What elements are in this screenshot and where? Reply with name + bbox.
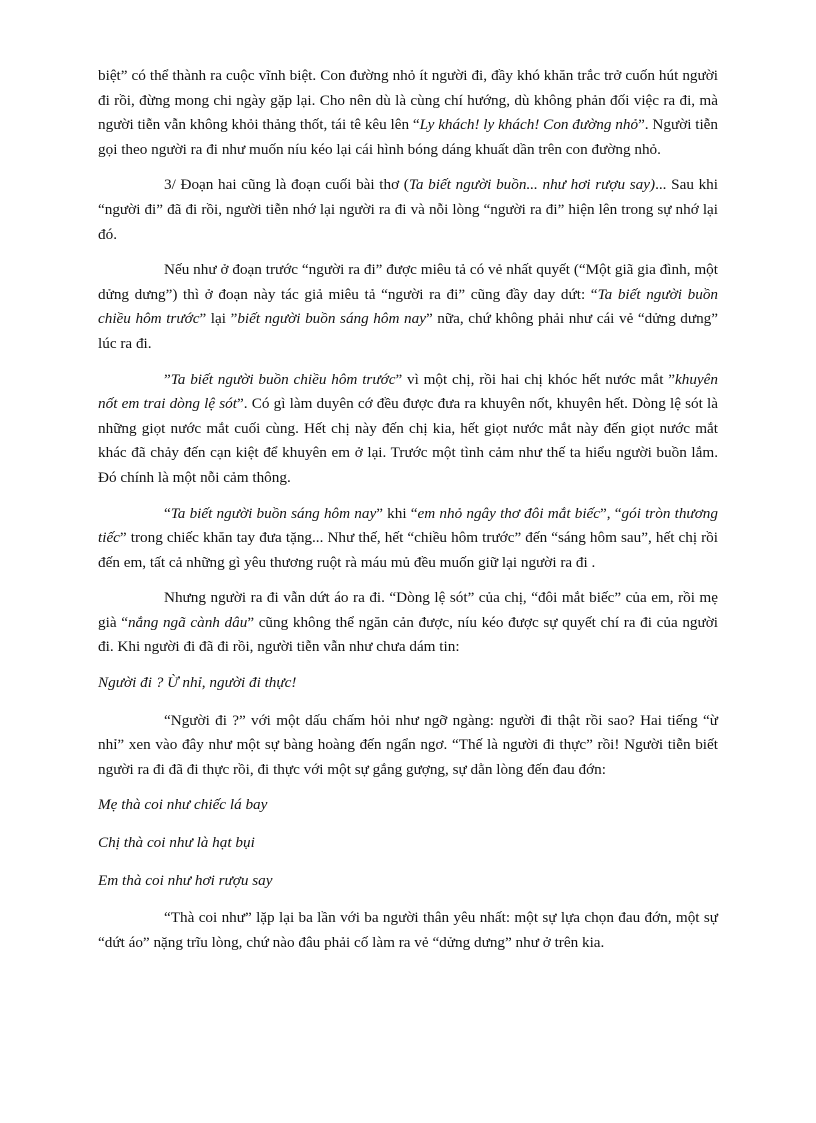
text-run: ” nữa, chứ không phải như cái vẻ “dửng dưng” lúc ra đi. bbox=[98, 310, 718, 352]
italic-run: biết người buồn sáng hôm nay bbox=[237, 310, 426, 328]
text-run: biệt” có thể thành ra cuộc vĩnh biệt. Con đường nhỏ ít người đi, đầy khó khăn trắc trở cuốn hút người đi rồi, đừng mong chi ngày gặp lại. Cho nên dù là cùng chí hướng, dù không phản đối việc ra đi, mà người tiễn vẫn không khỏi thảng thốt, tái tê kêu lên “ bbox=[98, 67, 718, 134]
verse-line bbox=[98, 671, 718, 696]
paragraph bbox=[98, 906, 718, 955]
document-page bbox=[98, 64, 718, 966]
italic-run: Ta biết người buồn chiều hôm trước bbox=[98, 285, 719, 328]
text-run: Chị thà coi như là hạt bụi bbox=[98, 834, 255, 852]
italic-run: Ta biết người buồn chiều hôm trước bbox=[170, 370, 396, 388]
italic-run: khuyên nốt em trai dòng lệ sót bbox=[98, 370, 718, 413]
text-run: ” trong chiếc khăn tay đưa tặng... Như thế, hết “chiều hôm trước” đến “sáng hôm sau”, hết chị rồi đến em, tất cả những gì yêu thương ruột rà máu mủ đều muốn giữ lại người ra đi . bbox=[98, 529, 718, 571]
text-run: Nhưng người ra đi vẫn dứt áo ra đi. “Dòng lệ sót” của chị, “đôi mắt biếc” của em, rồi mẹ già “ bbox=[98, 589, 718, 631]
italic-run: Ta biết người buồn sáng hôm nay bbox=[170, 504, 377, 522]
italic-run: Ly khách! ly khách! Con đường nhỏ bbox=[419, 116, 639, 134]
text-run: Người đi ? Ừ nhỉ, người đi thực! bbox=[98, 674, 297, 692]
italic-run: em nhỏ ngây thơ đôi mắt biếc bbox=[417, 504, 601, 522]
text-run: Em thà coi như hơi rượu say bbox=[98, 871, 273, 889]
text-run: Mẹ thà coi như chiếc lá bay bbox=[98, 796, 268, 814]
text-run: ”. Người tiễn gọi theo người ra đi như muốn níu kéo lại cái hình bóng dáng khuất dần trên con đường nhỏ. bbox=[98, 116, 719, 158]
paragraph bbox=[98, 173, 718, 247]
verse-line bbox=[98, 793, 718, 818]
text-run: “ bbox=[164, 504, 171, 522]
paragraph bbox=[98, 368, 718, 491]
paragraph bbox=[98, 586, 718, 660]
text-run: ” khi “ bbox=[376, 504, 418, 522]
paragraph bbox=[98, 709, 718, 783]
italic-run: gói tròn thương tiếc bbox=[98, 504, 718, 547]
text-run: ” lại ” bbox=[199, 310, 238, 328]
italic-run: nắng ngã cành dâu bbox=[127, 613, 248, 631]
paragraph bbox=[98, 502, 718, 576]
text-run: ” bbox=[164, 370, 171, 388]
text-run: ” vì một chị, rồi hai chị khóc hết nước mắt ” bbox=[395, 370, 675, 388]
verse-line bbox=[98, 869, 718, 894]
text-run: Nếu như ở đoạn trước “người ra đi” được miêu tả có vẻ nhất quyết (“Một giã gia đình, một dửng dưng”) thì ở đoạn này tác giả miêu tả “người ra đi” cũng đầy day dứt: “ bbox=[98, 261, 718, 303]
italic-run: Ta biết người buồn... như hơi rượu say) bbox=[408, 176, 656, 194]
paragraph bbox=[98, 64, 718, 162]
text-run: ” cũng không thể ngăn cản được, níu kéo được sự quyết chí ra đi của người đi. Khi người đi đã đi rồi, người tiễn vẫn như chưa dám tin: bbox=[98, 613, 718, 656]
verse-line bbox=[98, 831, 718, 856]
text-run: ... Sau khi “người đi” đã đi rồi, người tiễn nhớ lại người ra đi và nỗi lòng “người ra đi” hiện lên trong sự nhớ lại đó. bbox=[98, 176, 718, 243]
text-run: 3/ Đoạn hai cũng là đoạn cuối bài thơ ( bbox=[164, 176, 409, 194]
text-run: “Thà coi như” lặp lại ba lần với ba người thân yêu nhất: một sự lựa chọn đau đớn, một sự “dứt áo” nặng trĩu lòng, chứ nào đâu phải cố làm ra vẻ “dửng dưng” như ở trên kia. bbox=[98, 909, 718, 951]
text-run: “Người đi ?” với một dấu chấm hỏi như ngỡ ngàng: người đi thật rồi sao? Hai tiếng “ừ nhỉ” xen vào đây như một sự bàng hoàng đến ngẩn ngơ. “Thế là người đi thực” rồi! Người tiễn biết người ra đi đã đi thực rồi, đi thực với một sự gắng gượng, sự dằn lòng đến đau đớn: bbox=[98, 711, 718, 778]
text-run: ”, “ bbox=[600, 504, 622, 522]
paragraph bbox=[98, 258, 718, 356]
text-run: ”. Có gì làm duyên cớ đều được đưa ra khuyên nốt, khuyên hết. Dòng lệ sót là những giọt nước mắt cuối cùng. Hết chị này đến chị kia, hết giọt nước mắt này đến giọt nước mắt khác đã chảy đến cạn kiệt để khuyên em ở lại. Trước một tình cảm như thế ta hiểu người buồn lắm. Đó chính là một nỗi cảm thông. bbox=[98, 395, 718, 486]
